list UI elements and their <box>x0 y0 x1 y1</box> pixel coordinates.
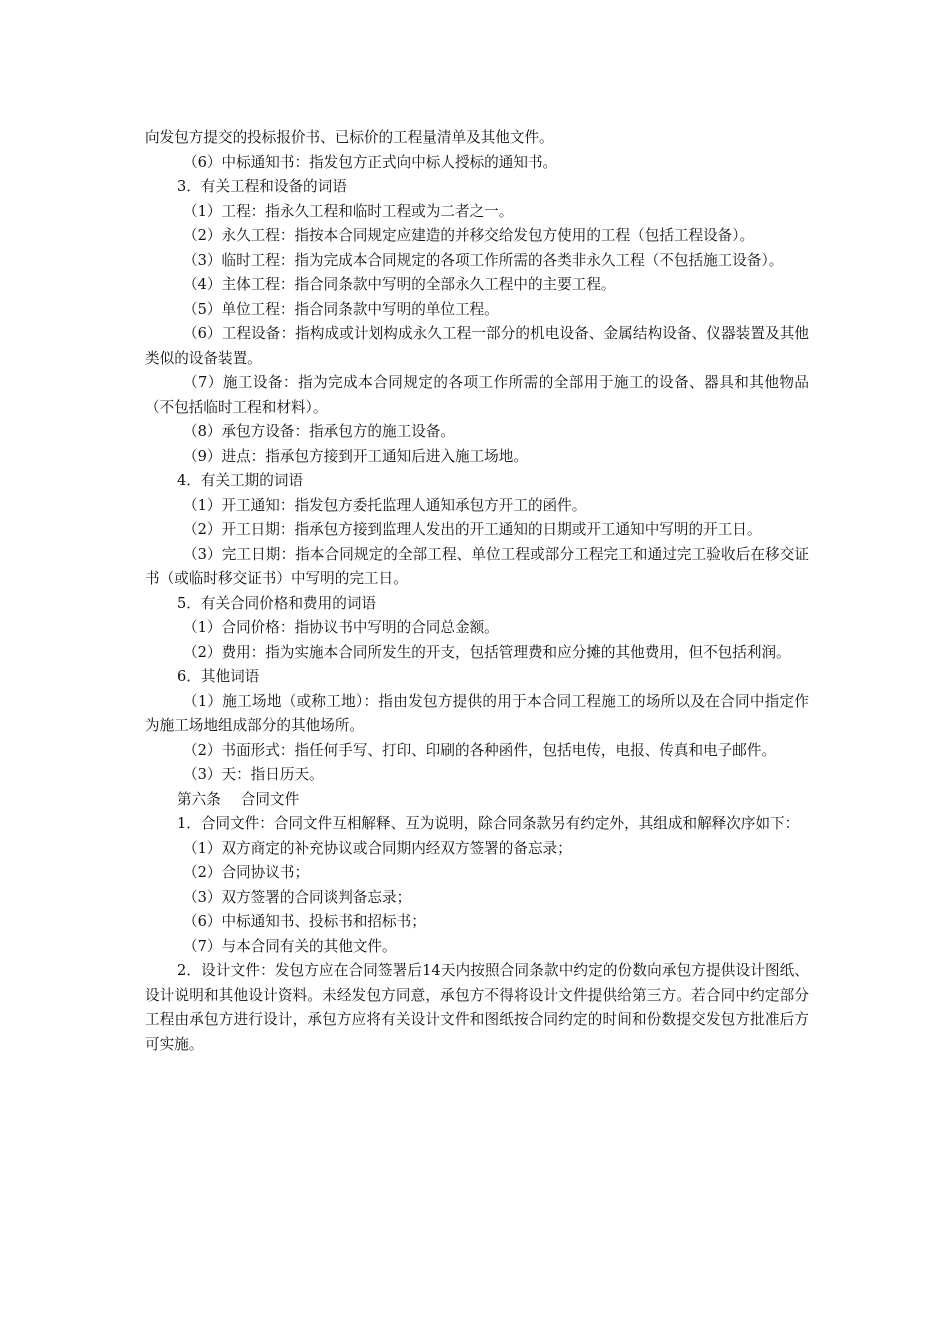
paragraph: （4）主体工程：指合同条款中写明的全部永久工程中的主要工程。 <box>183 276 616 293</box>
paragraph: （2）费用：指为实施本合同所发生的开支，包括管理费和应分摊的其他费用，但不包括利润。 <box>183 643 791 661</box>
paragraph: （3）天：指日历天。 <box>183 766 324 783</box>
section-heading: 3．有关工程和设备的词语 <box>177 178 347 195</box>
paragraph: （2）合同协议书； <box>183 864 310 881</box>
paragraph: （1）工程：指永久工程和临时工程或为二者之一。 <box>183 202 514 220</box>
section-heading: 4．有关工期的词语 <box>177 472 304 489</box>
paragraph: （3）完工日期：指本合同规定的全部工程、单位工程或部分工程完工和通过完工验收后在移交证书（或临时移交证书）中写明的完工日。 <box>145 545 809 587</box>
paragraph: 向发包方提交的投标报价书、已标价的工程量清单及其他文件。 <box>145 129 554 146</box>
section-heading: 6．其他词语 <box>177 668 260 685</box>
paragraph: （5）单位工程：指合同条款中写明的单位工程。 <box>183 300 499 318</box>
paragraph: （9）进点：指承包方接到开工通知后进入施工场地。 <box>183 447 528 465</box>
paragraph: （1）施工场地（或称工地）：指由发包方提供的用于本合同工程施工的场所以及在合同中指定作为施工场地组成部分的其他场所。 <box>145 692 809 734</box>
article-label: 第六条 <box>177 790 221 808</box>
paragraph: 1．合同文件：合同文件互相解释、互为说明，除合同条款另有约定外，其组成和解释次序如下： <box>177 815 800 832</box>
paragraph: （1）合同价格：指协议书中写明的合同总金额。 <box>183 619 499 636</box>
paragraph: （2）书面形式：指任何手写、打印、印刷的各种函件，包括电传，电报、传真和电子邮件。 <box>183 741 777 759</box>
paragraph: （2）永久工程：指按本合同规定应建造的并移交给发包方使用的工程（包括工程设备）。 <box>183 227 755 244</box>
paragraph: 2．设计文件：发包方应在合同签署后14天内按照合同条款中约定的份数向承包方提供设计图纸、设计说明和其他设计资料。未经发包方同意，承包方不得将设计文件提供给第三方。若合同中约定部分工程由承包方进行设计，承包方应将有关设计文件和图纸按合同约定的时间和份数提交发包方批准后方可实施。 <box>145 962 809 1053</box>
paragraph: （1）开工通知：指发包方委托监理人通知承包方开工的函件。 <box>183 496 587 514</box>
paragraph: （6）工程设备：指构成或计划构成永久工程一部分的机电设备、金属结构设备、仪器装置及其他类似的设备装置。 <box>145 325 809 367</box>
paragraph: （3）临时工程：指为完成本合同规定的各项工作所需的各类非永久工程（不包括施工设备）。 <box>183 251 784 269</box>
section-heading: 5．有关合同价格和费用的词语 <box>177 594 377 612</box>
paragraph: （1）双方商定的补充协议或合同期内经双方签署的备忘录； <box>183 839 572 857</box>
paragraph: （3）双方签署的合同谈判备忘录； <box>183 888 412 906</box>
paragraph: （6）中标通知书：指发包方正式向中标人授标的通知书。 <box>183 153 558 171</box>
paragraph: （7）施工设备：指为完成本合同规定的各项工作所需的全部用于施工的设备、器具和其他物品（不包括临时工程和材料）。 <box>145 374 809 416</box>
article-heading <box>145 788 809 813</box>
document-page <box>145 126 809 1057</box>
paragraph: （2）开工日期：指承包方接到监理人发出的开工通知的日期或开工通知中写明的开工日。 <box>183 521 762 538</box>
article-title: 合同文件 <box>240 790 300 808</box>
paragraph: （7）与本合同有关的其他文件。 <box>183 937 397 955</box>
paragraph: （6）中标通知书、投标书和招标书； <box>183 913 426 930</box>
paragraph: （8）承包方设备：指承包方的施工设备。 <box>183 423 455 440</box>
